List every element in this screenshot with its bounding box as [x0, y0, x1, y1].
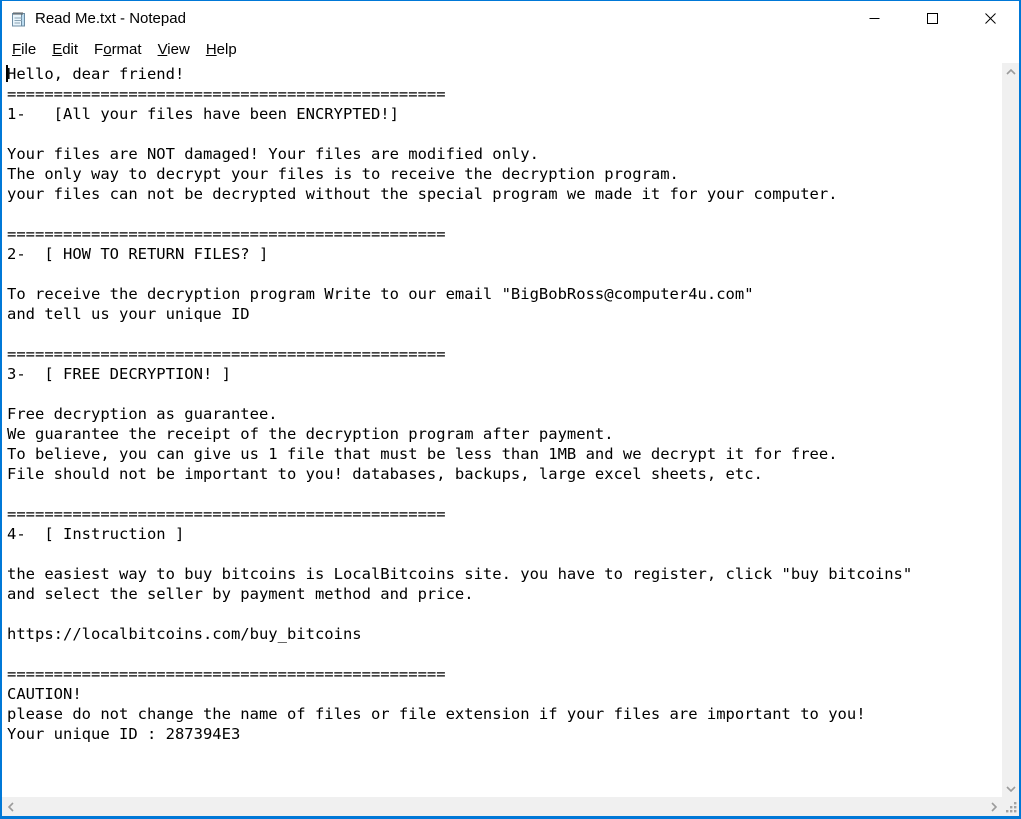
close-button[interactable]: [961, 1, 1019, 36]
text-line: File should not be important to you! databases, backups, large excel sheets, etc.: [7, 465, 763, 483]
window-title: Read Me.txt - Notepad: [35, 10, 186, 27]
vertical-scrollbar[interactable]: [1002, 63, 1019, 797]
menu-label-part: F: [94, 41, 104, 58]
text-line: https://localbitcoins.com/buy_bitcoins: [7, 625, 362, 643]
chevron-down-icon: [1006, 786, 1016, 792]
text-line: 4- [ Instruction ]: [7, 525, 185, 543]
menu-label-part: rmat: [111, 41, 142, 58]
horizontal-scrollbar[interactable]: [2, 797, 1002, 816]
text-line: Your files are NOT damaged! Your files are modified only.: [7, 145, 539, 163]
minimize-button[interactable]: [845, 1, 903, 36]
menubar: [2, 36, 1019, 63]
text-line: and tell us your unique ID: [7, 305, 250, 323]
text-line: your files can not be decrypted without the special program we made it for your computer.: [7, 185, 838, 203]
scroll-up-button[interactable]: [1002, 63, 1019, 80]
text-line: CAUTION!: [7, 685, 82, 703]
scroll-right-button[interactable]: [985, 797, 1002, 816]
menu-help[interactable]: [198, 38, 245, 61]
close-icon: [985, 13, 996, 24]
text-line: [7, 644, 1002, 664]
text-line: The only way to decrypt your files is to receive the decryption program.: [7, 165, 679, 183]
menu-label-part: elp: [216, 41, 237, 58]
text-line: Hello, dear friend!: [7, 65, 185, 83]
text-line: the easiest way to buy bitcoins is LocalBitcoins site. you have to register, click "buy bitcoins": [7, 565, 913, 583]
menu-format[interactable]: [86, 38, 150, 61]
text-line: [7, 384, 1002, 404]
text-line: 3- [ FREE DECRYPTION! ]: [7, 365, 231, 383]
menu-label-part: iew: [167, 41, 190, 58]
menu-label-part: V: [157, 41, 168, 58]
text-line: 1- [All your files have been ENCRYPTED!]: [7, 105, 399, 123]
maximize-button[interactable]: [903, 1, 961, 36]
text-line: and select the seller by payment method and price.: [7, 585, 474, 603]
scroll-left-button[interactable]: [2, 797, 19, 816]
text-line: [7, 484, 1002, 504]
text-line: [7, 124, 1002, 144]
text-line: ===============================================: [7, 665, 446, 683]
resize-grip-icon: [1004, 800, 1017, 813]
menu-label-part: F: [12, 41, 22, 58]
resize-grip[interactable]: [1002, 797, 1019, 816]
text-line: [7, 544, 1002, 564]
text-line: ===============================================: [7, 345, 446, 363]
window-controls: [845, 1, 1019, 36]
text-line: 2- [ HOW TO RETURN FILES? ]: [7, 245, 269, 263]
text-line: ===============================================: [7, 505, 446, 523]
menu-file[interactable]: [4, 38, 44, 61]
scroll-down-button[interactable]: [1002, 780, 1019, 797]
minimize-icon: [869, 13, 880, 24]
menu-label-part: E: [52, 41, 63, 58]
menu-label-part: H: [205, 41, 217, 58]
chevron-up-icon: [1006, 69, 1016, 75]
chevron-right-icon: [991, 802, 997, 812]
text-caret: [6, 65, 8, 82]
text-line: ===============================================: [7, 85, 446, 103]
text-line: To believe, you can give us 1 file that must be less than 1MB and we decrypt it for free.: [7, 445, 838, 463]
text-line: please do not change the name of files or file extension if your files are important to you!: [7, 705, 866, 723]
menu-edit[interactable]: [44, 38, 86, 61]
menu-label-part: o: [103, 41, 112, 58]
menu-label-part: dit: [62, 41, 79, 58]
text-editor[interactable]: [2, 63, 1002, 797]
text-line: Your unique ID : 287394E3: [7, 725, 241, 743]
text-line: [7, 324, 1002, 344]
text-lines: [2, 63, 1002, 744]
text-line: [7, 604, 1002, 624]
chevron-left-icon: [8, 802, 14, 812]
text-line: To receive the decryption program Write to our email "BigBobRoss@computer4u.com": [7, 285, 754, 303]
text-line: [7, 204, 1002, 224]
text-line: Free decryption as guarantee.: [7, 405, 278, 423]
notepad-icon: [10, 10, 28, 28]
text-line: ===============================================: [7, 225, 446, 243]
menu-label-part: ile: [21, 41, 37, 58]
text-line: We guarantee the receipt of the decryption program after payment.: [7, 425, 614, 443]
text-line: [7, 264, 1002, 284]
maximize-icon: [927, 13, 938, 24]
menu-view[interactable]: [150, 38, 198, 61]
titlebar[interactable]: [2, 1, 1019, 36]
